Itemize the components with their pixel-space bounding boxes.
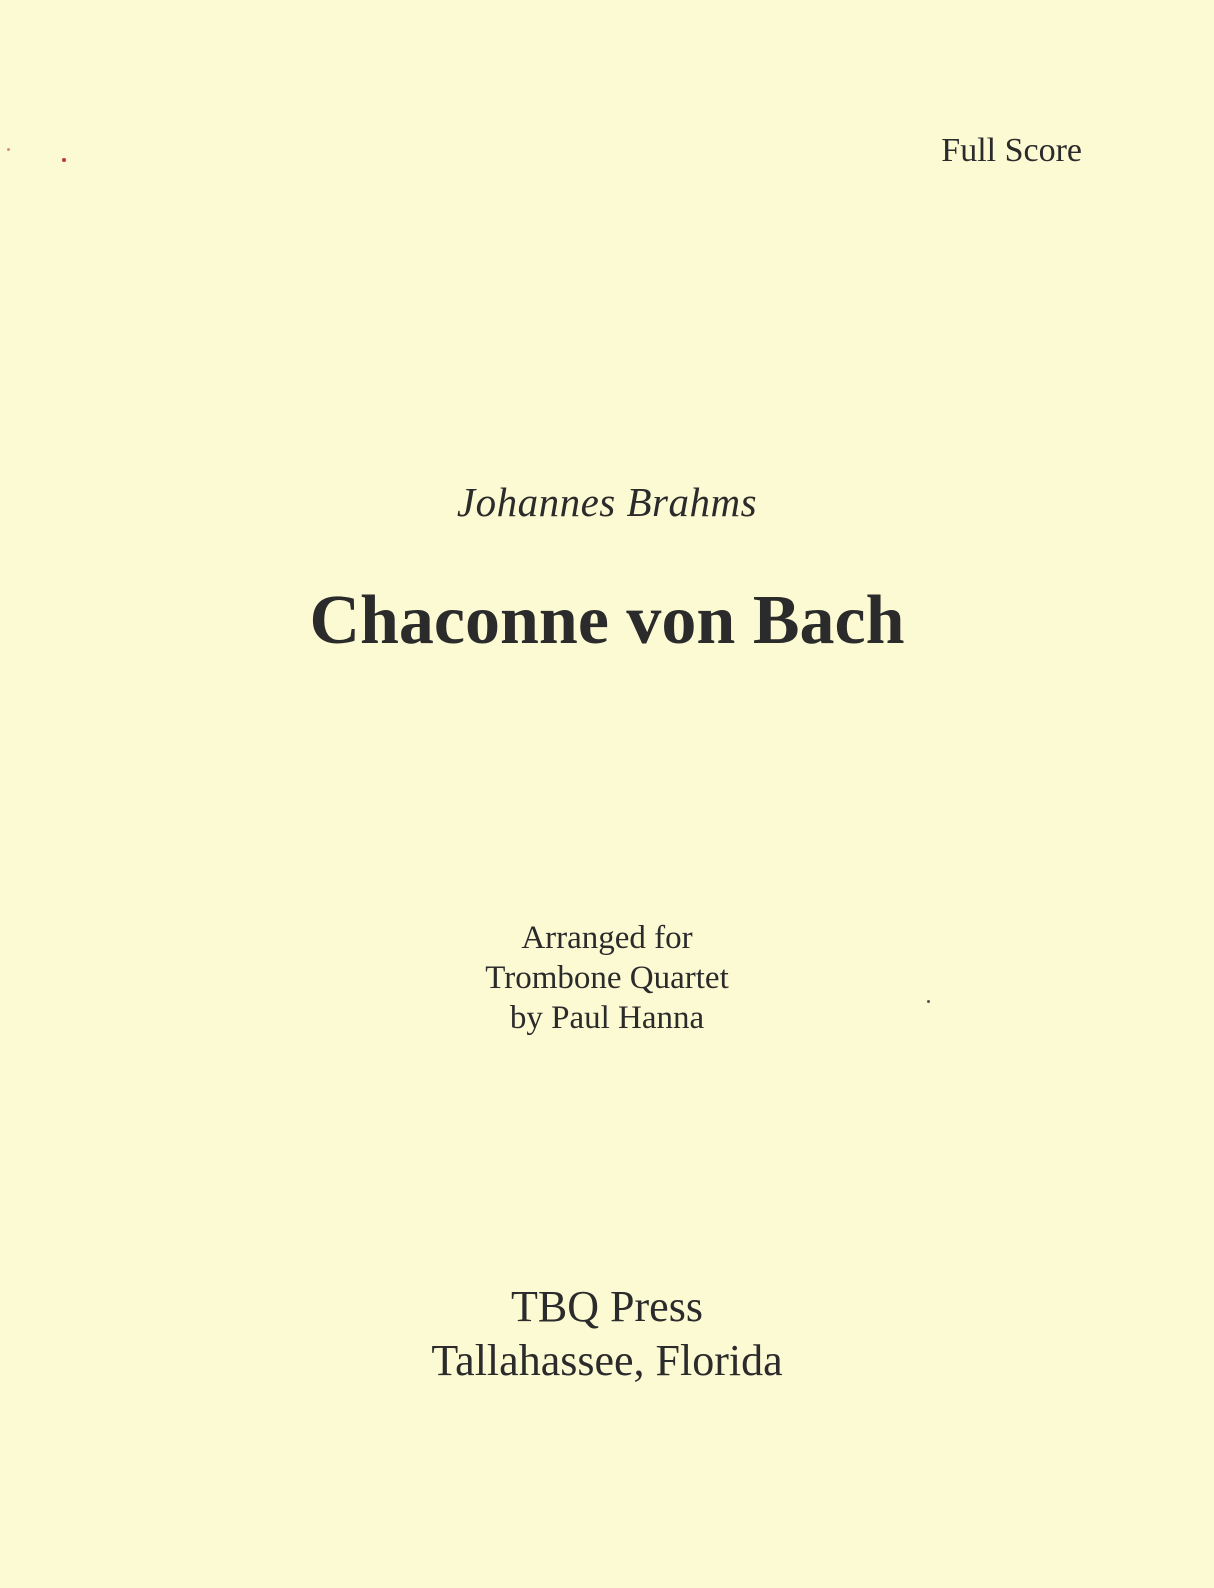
page-title: Chaconne von Bach xyxy=(309,582,905,659)
score-type-label: Full Score xyxy=(941,132,1082,169)
publisher-block xyxy=(0,1280,1214,1388)
publisher-location: Tallahassee, Florida xyxy=(431,1336,783,1385)
composer-name: Johannes Brahms xyxy=(456,479,758,525)
paper-speck xyxy=(62,158,66,162)
publisher-name: TBQ Press xyxy=(511,1282,703,1331)
arrangement-line: Trombone Quartet xyxy=(485,960,729,996)
paper-speck xyxy=(7,148,10,151)
arrangement-credit xyxy=(0,918,1214,1038)
arrangement-line: by Paul Hanna xyxy=(509,1000,705,1036)
arrangement-line: Arranged for xyxy=(521,920,693,956)
